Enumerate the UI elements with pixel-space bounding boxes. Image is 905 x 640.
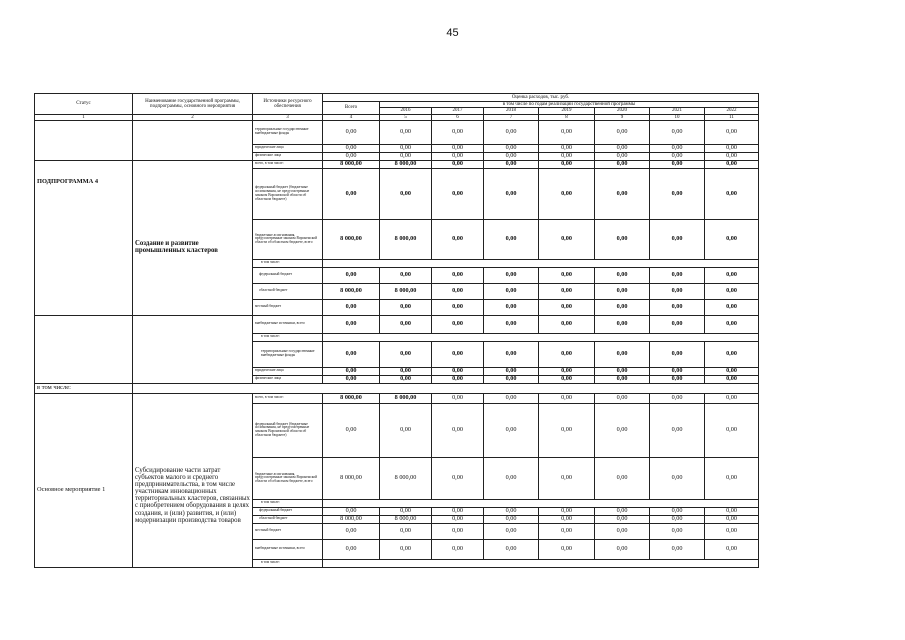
budget-table (34, 93, 759, 568)
value-cell: 0,00 (432, 539, 484, 559)
source-cell: федеральный бюджет (бюджетные ассигнования, не предусмотренные законом Воронежской области об областном бюджете) (253, 403, 323, 457)
source-cell: бюджетные ассигнования, предусмотренные законом Воронежской области об областном бюджете, всего (253, 457, 323, 499)
column-number: 7 (484, 114, 539, 120)
value-cell: 0,00 (650, 168, 705, 219)
column-number: 3 (253, 114, 323, 120)
value-cell: 0,00 (432, 120, 484, 144)
subprogram-status: ПОДПРОГРАММА 4 (35, 160, 133, 315)
value-cell: 0,00 (323, 299, 380, 315)
value-cell: 8 000,00 (380, 219, 432, 259)
value-cell: 0,00 (595, 315, 650, 333)
value-cell: 0,00 (650, 367, 705, 375)
value-cell: 0,00 (380, 367, 432, 375)
source-cell: областной бюджет (253, 283, 323, 299)
value-cell: 0,00 (380, 152, 432, 160)
source-cell: территориальные государственные внебюджетные фонды (253, 120, 323, 144)
value-cell: 0,00 (705, 152, 759, 160)
value-cell: 0,00 (650, 160, 705, 168)
value-cell: 0,00 (323, 152, 380, 160)
table-body (35, 120, 759, 567)
value-cell: 0,00 (432, 299, 484, 315)
value-cell: 0,00 (595, 341, 650, 367)
column-number: 4 (323, 114, 380, 120)
value-cell: 8 000,00 (380, 283, 432, 299)
value-cell: 0,00 (484, 168, 539, 219)
empty-cell (323, 559, 759, 567)
value-cell: 8 000,00 (323, 283, 380, 299)
value-cell: 0,00 (705, 523, 759, 539)
source-cell: бюджетные ассигнования, предусмотренные законом Воронежской области об областном бюджете, всего (253, 219, 323, 259)
value-cell: 0,00 (432, 160, 484, 168)
value-cell: 0,00 (539, 152, 595, 160)
value-cell: 0,00 (539, 507, 595, 515)
value-cell: 0,00 (650, 267, 705, 283)
value-cell: 0,00 (539, 341, 595, 367)
value-cell: 0,00 (323, 315, 380, 333)
source-cell: физические лица (253, 375, 323, 383)
value-cell: 0,00 (595, 507, 650, 515)
source-cell: внебюджетные источники, всего (253, 539, 323, 559)
value-cell: 0,00 (539, 367, 595, 375)
source-cell: в том числе: (253, 259, 323, 267)
value-cell: 0,00 (380, 299, 432, 315)
value-cell: 0,00 (705, 168, 759, 219)
value-cell: 0,00 (650, 393, 705, 403)
value-cell: 0,00 (705, 393, 759, 403)
empty-cell (323, 499, 759, 507)
value-cell: 0,00 (380, 168, 432, 219)
source-cell: местный бюджет (253, 299, 323, 315)
value-cell: 0,00 (650, 283, 705, 299)
value-cell: 0,00 (323, 168, 380, 219)
table-row (35, 120, 759, 144)
value-cell: 0,00 (432, 341, 484, 367)
value-cell: 0,00 (595, 152, 650, 160)
value-cell: 0,00 (650, 515, 705, 523)
value-cell: 0,00 (432, 144, 484, 152)
header-year: 2020 (595, 108, 650, 114)
column-number: 11 (705, 114, 759, 120)
value-cell: 0,00 (595, 120, 650, 144)
value-cell: 8 000,00 (380, 515, 432, 523)
value-cell: 0,00 (484, 367, 539, 375)
value-cell: 0,00 (595, 168, 650, 219)
value-cell: 0,00 (595, 160, 650, 168)
value-cell: 0,00 (539, 403, 595, 457)
value-cell: 0,00 (432, 515, 484, 523)
source-cell: областной бюджет (253, 515, 323, 523)
header-year: 2017 (432, 108, 484, 114)
source-cell: юридические лица (253, 144, 323, 152)
value-cell: 0,00 (432, 507, 484, 515)
value-cell: 0,00 (650, 152, 705, 160)
source-cell: федеральный бюджет (253, 267, 323, 283)
value-cell: 0,00 (705, 144, 759, 152)
name-cell (133, 315, 253, 383)
value-cell: 0,00 (595, 457, 650, 499)
header-by-years: в том числе по годам реализации государственной программы (380, 102, 759, 108)
source-cell: федеральный бюджет (бюджетные ассигнования, не предусмотренные законом Воронежской области об областном бюджете) (253, 168, 323, 219)
value-cell: 0,00 (323, 144, 380, 152)
column-number: 6 (432, 114, 484, 120)
value-cell: 0,00 (650, 457, 705, 499)
value-cell: 0,00 (484, 507, 539, 515)
value-cell: 0,00 (432, 315, 484, 333)
table-header (35, 94, 759, 121)
value-cell: 0,00 (484, 283, 539, 299)
value-cell: 0,00 (484, 299, 539, 315)
header-name: Наименование государственной программы, подпрограммы, основного мероприятия (133, 94, 253, 115)
value-cell: 0,00 (705, 283, 759, 299)
value-cell: 0,00 (705, 341, 759, 367)
value-cell: 0,00 (432, 367, 484, 375)
table-row (35, 160, 759, 168)
value-cell: 0,00 (595, 403, 650, 457)
value-cell: 0,00 (323, 367, 380, 375)
value-cell: 0,00 (380, 539, 432, 559)
value-cell: 0,00 (380, 523, 432, 539)
column-number: 5 (380, 114, 432, 120)
value-cell: 0,00 (484, 120, 539, 144)
source-cell: в том числе: (253, 559, 323, 567)
value-cell: 0,00 (380, 341, 432, 367)
value-cell: 8 000,00 (380, 393, 432, 403)
value-cell: 0,00 (484, 375, 539, 383)
value-cell: 0,00 (432, 403, 484, 457)
subprogram-name: Создание и развитие промышленных кластеров (133, 160, 253, 315)
source-cell: местный бюджет (253, 523, 323, 539)
value-cell: 0,00 (595, 375, 650, 383)
in-that-number-label: в том числе: (35, 383, 133, 393)
column-number: 2 (133, 114, 253, 120)
table-row (35, 393, 759, 403)
value-cell: 8 000,00 (323, 219, 380, 259)
value-cell: 0,00 (539, 267, 595, 283)
source-cell: всего, в том числе: (253, 393, 323, 403)
value-cell: 0,00 (705, 515, 759, 523)
value-cell: 0,00 (650, 120, 705, 144)
value-cell: 0,00 (539, 515, 595, 523)
source-cell: территориальные государственные внебюджетные фонды (253, 341, 323, 367)
value-cell: 0,00 (650, 375, 705, 383)
value-cell: 0,00 (705, 219, 759, 259)
header-year: 2022 (705, 108, 759, 114)
header-year: 2018 (484, 108, 539, 114)
column-number: 10 (650, 114, 705, 120)
value-cell: 0,00 (432, 375, 484, 383)
value-cell: 0,00 (323, 341, 380, 367)
value-cell: 0,00 (484, 152, 539, 160)
value-cell: 0,00 (705, 457, 759, 499)
value-cell: 0,00 (484, 144, 539, 152)
value-cell: 8 000,00 (323, 457, 380, 499)
column-number: 9 (595, 114, 650, 120)
value-cell: 0,00 (484, 523, 539, 539)
source-cell: юридические лица (253, 367, 323, 375)
value-cell: 0,00 (432, 523, 484, 539)
source-cell: в том числе: (253, 333, 323, 341)
value-cell: 0,00 (323, 403, 380, 457)
value-cell: 0,00 (539, 315, 595, 333)
value-cell: 0,00 (705, 299, 759, 315)
value-cell: 0,00 (484, 539, 539, 559)
value-cell: 0,00 (650, 403, 705, 457)
value-cell: 0,00 (432, 457, 484, 499)
name-cell (133, 120, 253, 160)
header-total: Всего (323, 102, 380, 115)
source-cell: физические лица (253, 152, 323, 160)
value-cell: 0,00 (380, 507, 432, 515)
table-row (35, 315, 759, 333)
value-cell: 8 000,00 (323, 515, 380, 523)
value-cell: 0,00 (484, 160, 539, 168)
value-cell: 0,00 (484, 515, 539, 523)
page-number: 45 (446, 27, 459, 39)
value-cell: 8 000,00 (323, 160, 380, 168)
value-cell: 0,00 (539, 283, 595, 299)
value-cell: 0,00 (650, 299, 705, 315)
value-cell: 0,00 (650, 539, 705, 559)
value-cell: 0,00 (432, 267, 484, 283)
value-cell: 0,00 (323, 375, 380, 383)
main-event-status: Основное мероприятие 1 (35, 393, 133, 567)
value-cell: 0,00 (650, 219, 705, 259)
value-cell: 0,00 (539, 168, 595, 219)
value-cell: 0,00 (539, 539, 595, 559)
value-cell: 0,00 (432, 393, 484, 403)
value-cell: 0,00 (380, 315, 432, 333)
empty-cell (133, 383, 759, 393)
value-cell: 0,00 (705, 539, 759, 559)
value-cell: 0,00 (650, 144, 705, 152)
source-cell: всего, в том числе: (253, 160, 323, 168)
value-cell: 0,00 (432, 219, 484, 259)
value-cell: 0,00 (484, 219, 539, 259)
table-row (35, 383, 759, 393)
value-cell: 0,00 (484, 403, 539, 457)
value-cell: 8 000,00 (323, 393, 380, 403)
header-estimate: Оценка расходов, тыс. руб. (323, 94, 759, 102)
value-cell: 0,00 (323, 523, 380, 539)
value-cell: 0,00 (705, 315, 759, 333)
value-cell: 0,00 (595, 144, 650, 152)
value-cell: 0,00 (484, 315, 539, 333)
value-cell: 0,00 (380, 120, 432, 144)
value-cell: 0,00 (432, 168, 484, 219)
value-cell: 0,00 (380, 267, 432, 283)
value-cell: 8 000,00 (380, 457, 432, 499)
value-cell: 0,00 (380, 403, 432, 457)
value-cell: 0,00 (705, 403, 759, 457)
value-cell: 0,00 (595, 267, 650, 283)
value-cell: 0,00 (484, 393, 539, 403)
main-event-name: Субсидирование части затрат субъектов малого и среднего предпринимательства, в том числе участникам инновационных территориальных кластеров, связанных с приобретением оборудования в целях создания, и (или) развития, и (или) модернизации производства товаров (133, 393, 253, 567)
value-cell: 0,00 (595, 515, 650, 523)
value-cell: 0,00 (432, 283, 484, 299)
header-year: 2021 (650, 108, 705, 114)
value-cell: 0,00 (484, 267, 539, 283)
value-cell: 0,00 (705, 367, 759, 375)
value-cell: 0,00 (323, 267, 380, 283)
value-cell: 8 000,00 (380, 160, 432, 168)
value-cell: 0,00 (650, 341, 705, 367)
value-cell: 0,00 (595, 367, 650, 375)
value-cell: 0,00 (539, 160, 595, 168)
source-cell: федеральный бюджет (253, 507, 323, 515)
status-cell (35, 315, 133, 383)
value-cell: 0,00 (705, 160, 759, 168)
value-cell: 0,00 (539, 219, 595, 259)
value-cell: 0,00 (595, 219, 650, 259)
value-cell: 0,00 (705, 267, 759, 283)
value-cell: 0,00 (650, 507, 705, 515)
status-cell (35, 120, 133, 160)
header-year: 2016 (380, 108, 432, 114)
value-cell: 0,00 (539, 375, 595, 383)
value-cell: 0,00 (323, 507, 380, 515)
value-cell: 0,00 (432, 152, 484, 160)
value-cell: 0,00 (595, 539, 650, 559)
value-cell: 0,00 (539, 457, 595, 499)
value-cell: 0,00 (705, 120, 759, 144)
value-cell: 0,00 (650, 523, 705, 539)
value-cell: 0,00 (323, 120, 380, 144)
value-cell: 0,00 (539, 120, 595, 144)
value-cell: 0,00 (539, 523, 595, 539)
value-cell: 0,00 (595, 283, 650, 299)
header-year: 2019 (539, 108, 595, 114)
value-cell: 0,00 (539, 299, 595, 315)
value-cell: 0,00 (595, 299, 650, 315)
value-cell: 0,00 (484, 341, 539, 367)
value-cell: 0,00 (539, 144, 595, 152)
source-cell: в том числе: (253, 499, 323, 507)
value-cell: 0,00 (323, 539, 380, 559)
value-cell: 0,00 (705, 375, 759, 383)
value-cell: 0,00 (380, 375, 432, 383)
value-cell: 0,00 (595, 393, 650, 403)
value-cell: 0,00 (595, 523, 650, 539)
column-number: 8 (539, 114, 595, 120)
value-cell: 0,00 (705, 507, 759, 515)
header-status: Статус (35, 94, 133, 115)
value-cell: 0,00 (380, 144, 432, 152)
empty-cell (323, 333, 759, 341)
value-cell: 0,00 (484, 457, 539, 499)
header-source: Источники ресурсного обеспечения (253, 94, 323, 115)
value-cell: 0,00 (539, 393, 595, 403)
source-cell: внебюджетные источники, всего (253, 315, 323, 333)
empty-cell (323, 259, 759, 267)
column-number: 1 (35, 114, 133, 120)
value-cell: 0,00 (650, 315, 705, 333)
